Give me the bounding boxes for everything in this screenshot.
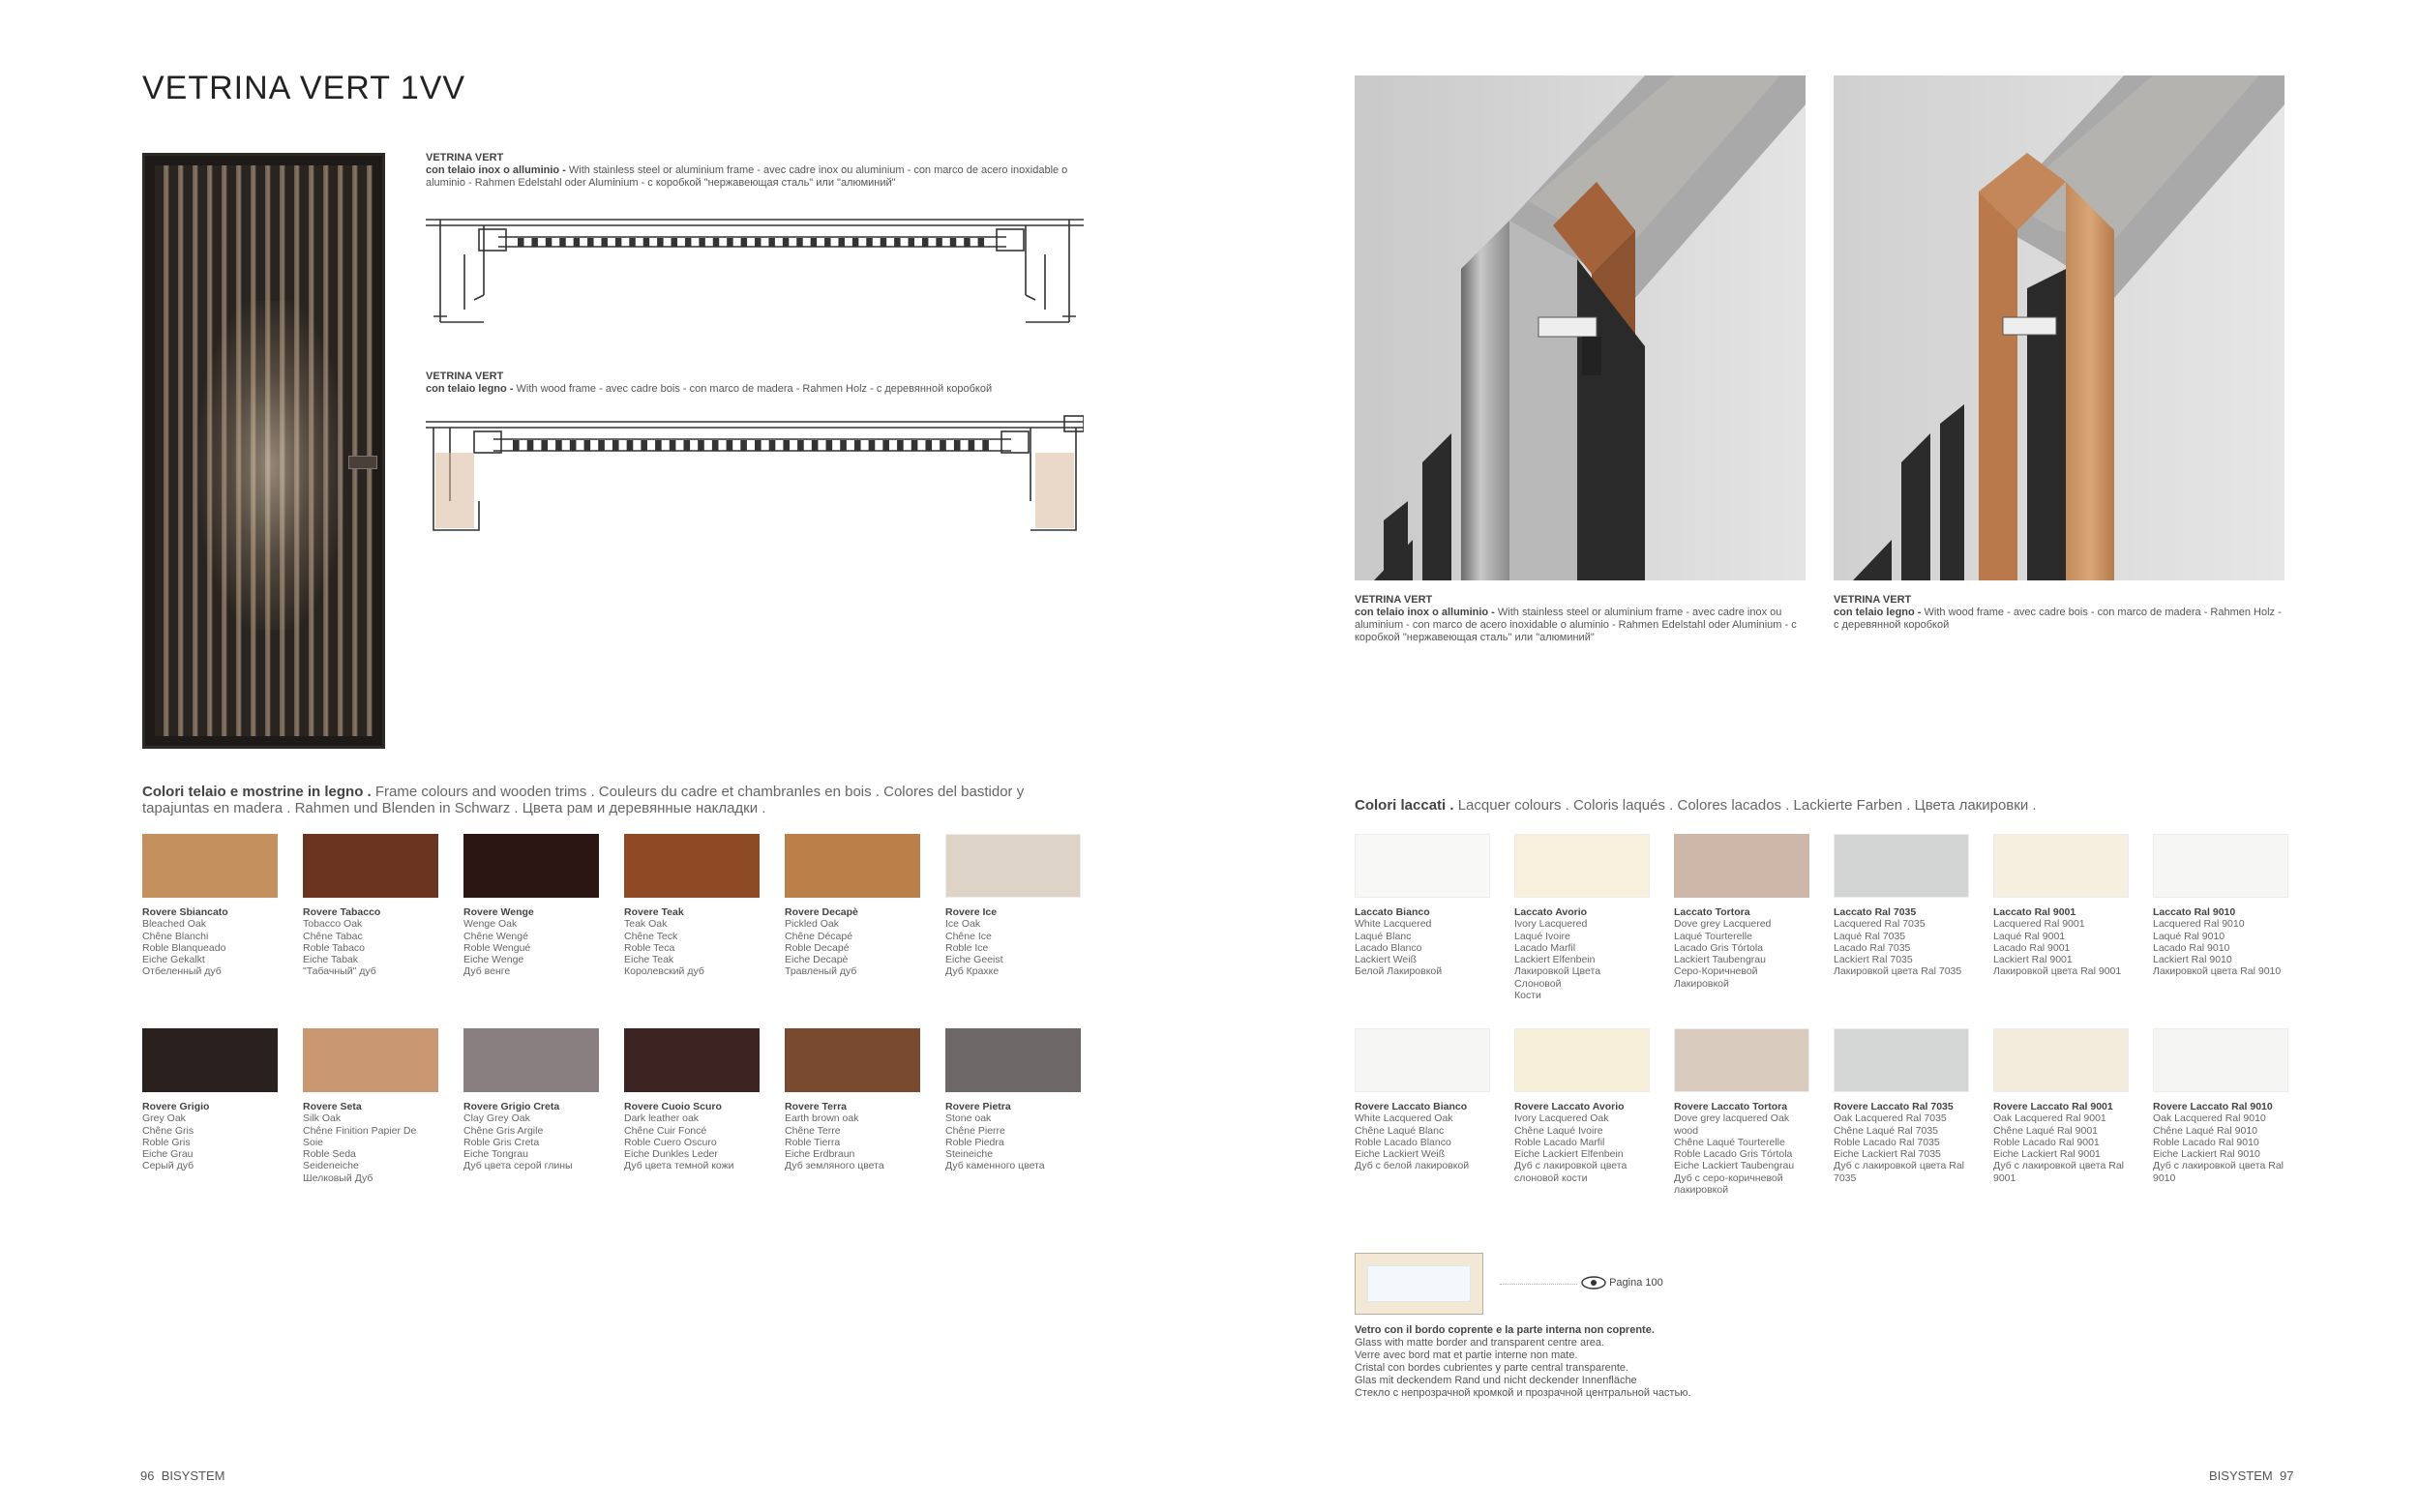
footer-right-brand: BISYSTEM [2209,1468,2273,1483]
swatch-name: Rovere Terra [785,1101,848,1112]
swatch-name: Rovere Laccato Avorio [1514,1101,1625,1112]
swatch-translations: Ice Oak Chêne Ice Roble Ice Eiche Geeist Дуб Крахке [945,918,1003,978]
swatch-chip [1993,1028,2129,1092]
photo1-sub: con telaio inox o alluminio - [1355,607,1495,618]
swatch-label [945,906,1081,978]
swatch-name: Rovere Pietra [945,1101,1011,1112]
swatch-chip [463,834,599,898]
color-swatch [1993,834,2129,978]
photo2-sub: con telaio legno - [1834,607,1922,618]
color-swatch [2153,834,2288,978]
swatch-translations: Dark leather oak Chêne Cuir Foncé Roble Cuero Oscuro Eiche Dunkles Leder Дуб цвета темной кожи [624,1112,734,1172]
door-image [142,153,385,749]
swatch-chip [1834,1028,1969,1092]
color-swatch [1834,1028,1969,1184]
swatch-chip [1355,1028,1490,1092]
swatch-name: Rovere Grigio [142,1101,210,1112]
swatch-chip [624,1028,760,1092]
swatch-translations: Teak Oak Chêne Teck Roble Teca Eiche Teak Королевский дуб [624,918,704,978]
swatch-label [142,906,278,978]
swatch-translations: Ivory Lacquered Laqué Ivoire Lacado Marfil Lackiert Elfenbein Лакировкой Цвета Слоновой Кости [1514,918,1601,1002]
swatch-translations: Dove grey Lacquered Laqué Tourterelle Lacado Gris Tórtola Lackiert Taubengrau Серо-Коричневой Лакировкой [1674,918,1772,990]
color-swatch [1674,1028,1809,1196]
swatch-chip [1674,834,1809,898]
swatch-name: Rovere Grigio Creta [463,1101,560,1112]
swatch-name: Rovere Teak [624,906,684,918]
color-swatch [945,834,1081,978]
swatch-chip [142,1028,278,1092]
swatch-translations: Grey Oak Chêne Gris Roble Gris Eiche Grau Серый дуб [142,1112,194,1172]
swatch-name: Rovere Tabacco [303,906,381,918]
swatch-label [463,1101,599,1172]
swatch-label [303,906,438,978]
lacquer-colours-title: Colori laccati . [1355,797,1454,814]
swatch-translations: Clay Grey Oak Chêne Gris Argile Roble Gris Creta Eiche Tongrau Дуб цвета серой глины [463,1112,573,1172]
page-reference[interactable] [1581,1276,1663,1290]
drawing2-name: VETRINA VERT [426,371,504,382]
swatch-label [463,906,599,978]
eye-icon [1581,1276,1606,1290]
swatch-chip [1834,834,1969,898]
swatch-label [1834,1101,1969,1184]
glass-leader-line [1500,1284,1577,1285]
swatch-chip [785,1028,920,1092]
swatch-translations: Silk Oak Chêne Finition Papier De Soie Roble Seda Seideneiche Шелковый Дуб [303,1112,417,1184]
swatch-label [785,906,920,978]
swatch-label [624,1101,760,1172]
lacquer-colours-heading [1355,797,2284,814]
glass-caption [1355,1324,2032,1400]
swatch-translations: Oak Lacquered Ral 7035 Chêne Laqué Ral 7035 Roble Lacado Ral 7035 Eiche Lackiert Ral 7035 Дуб с лакировкой цвета Ral 7035 [1834,1112,1964,1184]
color-swatch [1674,834,1809,990]
swatch-translations: Dove grey lacquered Oak wood Chêne Laqué Tourterelle Roble Lacado Gris Tórtola Eiche Lackiert Taubengrau Дуб с серо-коричневой лакировкой [1674,1112,1795,1197]
swatch-translations: White Lacquered Oak Chêne Laqué Blanc Roble Lacado Blanco Eiche Lackiert Weiß Дуб с белой лакировкой [1355,1112,1470,1172]
drawing1-desc: With stainless steel or aluminium frame - avec cadre inox ou aluminium - con marco de acero inoxidable o aluminio - Rahmen Edelstahl oder Aluminium - с коробкой "нержавеющая сталь" или "алюминий" [426,164,1068,189]
swatch-name: Rovere Wenge [463,906,534,918]
door-handle-icon [348,456,377,469]
swatch-label [1834,906,1969,978]
swatch-translations: Wenge Oak Chêne Wengé Roble Wengué Eiche Wenge Дуб венге [463,918,531,978]
glass-sample [1355,1253,1483,1315]
color-swatch [303,1028,438,1184]
color-swatch [463,834,599,978]
drawing2-desc: With wood frame - avec cadre bois - con marco de madera - Rahmen Holz - с деревянной коробкой [516,383,993,395]
color-swatch [624,834,760,978]
color-swatch [142,1028,278,1172]
photo1-caption [1355,594,1809,644]
color-swatch [1514,834,1650,1001]
swatch-name: Laccato Tortora [1674,906,1750,918]
photo-metal-frame [1355,75,1806,580]
swatch-name: Laccato Ral 7035 [1834,906,1917,918]
color-swatch [785,834,920,978]
swatch-translations: Ivory Lacquered Oak Chêne Laqué Ivoire Roble Lacado Marfil Eiche Lackiert Elfenbein Дуб с лакировкой цвета слоновой кости [1514,1112,1628,1184]
swatch-label [1514,1101,1650,1184]
swatch-chip [463,1028,599,1092]
swatch-chip [945,1028,1081,1092]
swatch-translations: Lacquered Ral 9010 Laqué Ral 9010 Lacado Ral 9010 Lackiert Ral 9010 Лакировкой цвета Ral 9010 [2153,918,2282,978]
color-swatch [624,1028,760,1172]
swatch-label [142,1101,278,1172]
color-swatch [2153,1028,2288,1184]
swatch-chip [1514,1028,1650,1092]
swatch-chip [945,834,1081,898]
drawing2-sub: con telaio legno - [426,383,514,395]
swatch-translations: Bleached Oak Chêne Blanchi Roble Blanqueado Eiche Gekalkt Отбеленный дуб [142,918,226,978]
footer-left-brand: BISYSTEM [161,1468,225,1483]
photo2-caption [1834,594,2288,632]
swatch-name: Laccato Avorio [1514,906,1588,918]
color-swatch [1355,1028,1490,1172]
frame-colours-heading [142,784,1032,816]
color-swatch [142,834,278,978]
swatch-label [1514,906,1650,1001]
swatch-label [2153,906,2288,978]
swatch-translations: Earth brown oak Chêne Terre Roble Tierra Eiche Erdbraun Дуб земляного цвета [785,1112,884,1172]
swatch-chip [624,834,760,898]
photo1-desc: With stainless steel or aluminium frame - avec cadre inox ou aluminium - con marco de acero inoxidable o aluminio - Rahmen Edelstahl oder Aluminium - с коробкой "нержавеющая сталь" или "алюминий" [1355,607,1797,643]
drawing1-caption [426,152,1084,190]
swatch-name: Rovere Laccato Ral 9010 [2153,1101,2273,1112]
swatch-label [1355,906,1490,978]
swatch-chip [2153,834,2288,898]
drawing1-name: VETRINA VERT [426,152,504,163]
page-title: VETRINA VERT 1VV [142,70,466,106]
swatch-translations: Tobacco Oak Chêne Tabac Roble Tabaco Eiche Tabak "Табачный" дуб [303,918,376,978]
color-swatch [1834,834,1969,978]
color-swatch [945,1028,1081,1172]
footer-left [140,1468,224,1483]
swatch-chip [303,834,438,898]
swatch-label [785,1101,920,1172]
section-drawing-metal-frame [426,208,1084,329]
footer-right-page: 97 [2279,1468,2294,1483]
swatch-label [1355,1101,1490,1172]
swatch-name: Rovere Seta [303,1101,362,1112]
swatch-name: Rovere Laccato Ral 9001 [1993,1101,2113,1112]
color-swatch [1993,1028,2129,1184]
footer-left-page: 96 [140,1468,155,1483]
color-swatch [1355,834,1490,978]
photo2-desc: With wood frame - avec cadre bois - con marco de madera - Rahmen Holz - с деревянной коробкой [1834,607,2282,631]
swatch-label [1993,1101,2129,1184]
frame-colours-desc: Frame colours and wooden trims . Couleurs du cadre et chambranles en bois . Colores del bastidor y tapajuntas en madera . Rahmen und Blenden in Schwarz . Цвета рам и деревянные накладки . [142,784,1025,816]
swatch-label [1674,1101,1809,1196]
swatch-chip [303,1028,438,1092]
swatch-label [624,906,760,978]
drawing2-caption [426,371,1084,396]
swatch-translations: Lacquered Ral 7035 Laqué Ral 7035 Lacado Ral 7035 Lackiert Ral 7035 Лакировкой цвета Ral 7035 [1834,918,1962,978]
swatch-chip [785,834,920,898]
swatch-translations: Oak Lacquered Ral 9010 Chêne Laqué Ral 9010 Roble Lacado Ral 9010 Eiche Lackiert Ral 9010 Дуб с лакировкой цвета Ral 9010 [2153,1112,2284,1184]
swatch-chip [2153,1028,2288,1092]
swatch-name: Rovere Laccato Tortora [1674,1101,1788,1112]
swatch-name: Rovere Sbiancato [142,906,228,918]
swatch-name: Rovere Cuoio Scuro [624,1101,722,1112]
swatch-name: Rovere Decapè [785,906,858,918]
swatch-name: Laccato Ral 9001 [1993,906,2076,918]
swatch-translations: Stone oak Chêne Pierre Roble Piedra Steineiche Дуб каменного цвета [945,1112,1045,1172]
photo1-name: VETRINA VERT [1355,594,1433,606]
swatch-name: Laccato Ral 9010 [2153,906,2236,918]
footer-right [2209,1468,2293,1483]
swatch-name: Laccato Bianco [1355,906,1430,918]
swatch-chip [1355,834,1490,898]
lacquer-colours-desc: Lacquer colours . Coloris laqués . Colores lacados . Lackierte Farben . Цвета лакировки . [1457,797,2037,814]
swatch-name: Rovere Laccato Bianco [1355,1101,1468,1112]
swatch-translations: Lacquered Ral 9001 Laqué Ral 9001 Lacado Ral 9001 Lackiert Ral 9001 Лакировкой цвета Ral 9001 [1993,918,2122,978]
swatch-translations: Oak Lacquered Ral 9001 Chêne Laqué Ral 9001 Roble Lacado Ral 9001 Eiche Lackiert Ral 9001 Дуб с лакировкой цвета Ral 9001 [1993,1112,2124,1184]
swatch-chip [1514,834,1650,898]
swatch-label [2153,1101,2288,1184]
swatch-chip [142,834,278,898]
swatch-chip [1674,1028,1809,1092]
page-reference-label: Pagina 100 [1609,1276,1663,1289]
color-swatch [463,1028,599,1172]
drawing1-sub: con telaio inox o alluminio - [426,164,566,176]
photo-wood-frame [1834,75,2285,580]
swatch-chip [1993,834,2129,898]
swatch-translations: White Lacquered Laqué Blanc Lacado Blanco Lackiert Weiß Белой Лакировкой [1355,918,1443,978]
swatch-label [1993,906,2129,978]
color-swatch [1514,1028,1650,1184]
swatch-label [1674,906,1809,990]
glass-text: Glass with matte border and transparent centre area. Verre avec bord mat et partie interne non mate. Cristal con bordes cubrientes y parte central transparente. Glas mit deckendem Rand und nicht deckender Innenfläche Стекло с непрозрачной кромкой и прозрачной центральной частью. [1355,1337,1691,1399]
color-swatch [303,834,438,978]
swatch-name: Rovere Ice [945,906,998,918]
color-swatch [785,1028,920,1172]
glass-title: Vetro con il bordo coprente e la parte interna non coprente. [1355,1324,1655,1336]
section-drawing-wood-frame [426,414,1084,540]
frame-colours-title: Colori telaio e mostrine in legno . [142,784,372,800]
swatch-label [945,1101,1081,1172]
swatch-label [303,1101,438,1184]
photo2-name: VETRINA VERT [1834,594,1912,606]
swatch-translations: Pickled Oak Chêne Décapé Roble Decapé Eiche Decapè Травленый дуб [785,918,857,978]
swatch-name: Rovere Laccato Ral 7035 [1834,1101,1954,1112]
